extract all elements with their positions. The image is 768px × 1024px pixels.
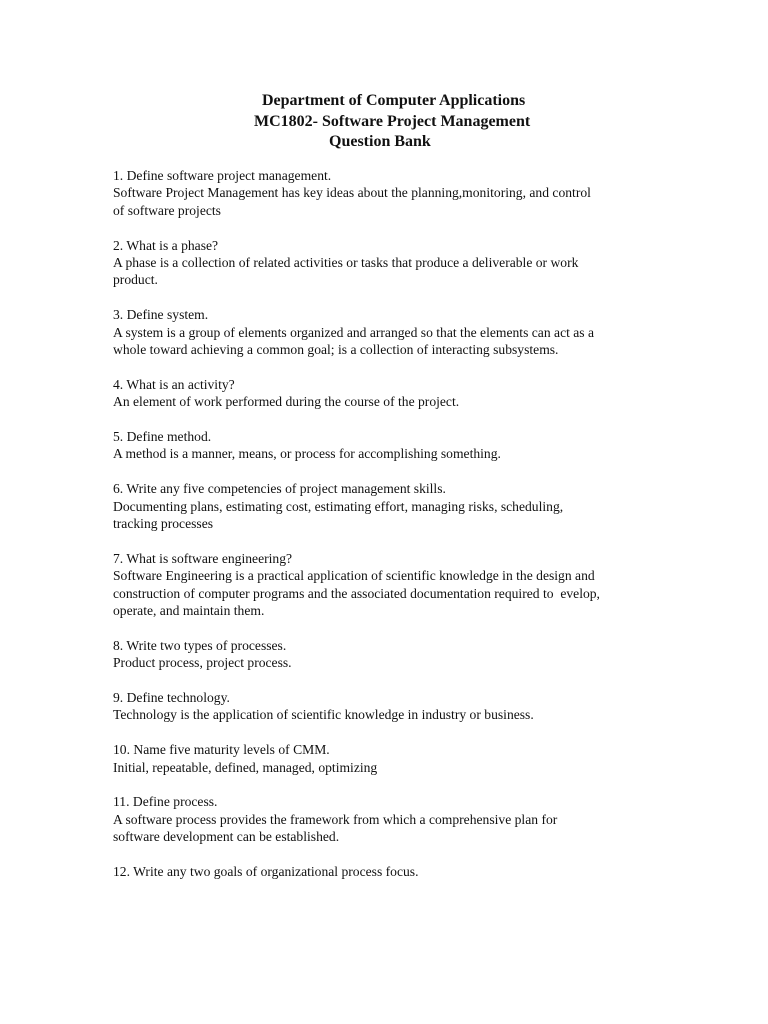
question-text: 11. Define process. bbox=[113, 794, 218, 810]
department-title: Department of Computer Applications bbox=[262, 92, 526, 109]
qa-item bbox=[113, 689, 673, 724]
question-text: 10. Name five maturity levels of CMM. bbox=[113, 742, 330, 758]
qa-item bbox=[113, 863, 673, 880]
qa-item bbox=[113, 376, 673, 411]
answer-text: Technology is the application of scientific knowledge in industry or business. bbox=[113, 707, 534, 723]
answer-text: Documenting plans, estimating cost, estimating effort, managing risks, scheduling, tracking processes bbox=[113, 498, 564, 532]
answer-text: Software Project Management has key ideas about the planning,monitoring, and control of software projects bbox=[113, 185, 591, 218]
answer-text: A software process provides the framework from which a comprehensive plan for software development can be established. bbox=[113, 811, 558, 845]
question-text: 3. Define system. bbox=[113, 307, 209, 323]
answer-text: Product process, project process. bbox=[113, 655, 292, 671]
qa-item bbox=[113, 428, 673, 463]
question-text: 12. Write any two goals of organizational process focus. bbox=[113, 864, 419, 880]
document-title: Question Bank bbox=[329, 133, 431, 150]
qa-item bbox=[113, 306, 673, 358]
question-text: 7. What is software engineering? bbox=[113, 550, 293, 566]
answer-text: A phase is a collection of related activities or tasks that produce a deliverable or work product. bbox=[113, 255, 579, 288]
answer-text: An element of work performed during the course of the project. bbox=[113, 394, 460, 410]
question-list bbox=[113, 167, 673, 898]
question-text: 9. Define technology. bbox=[113, 690, 230, 706]
qa-item bbox=[113, 167, 673, 219]
question-text: 8. Write two types of processes. bbox=[113, 637, 287, 653]
qa-item bbox=[113, 550, 673, 620]
answer-text: Initial, repeatable, defined, managed, optimizing bbox=[113, 759, 378, 775]
question-text: 4. What is an activity? bbox=[113, 376, 235, 392]
answer-text: A system is a group of elements organized and arranged so that the elements can act as a whole toward achieving a common goal; is a collection of interacting subsystems. bbox=[113, 324, 595, 358]
qa-item bbox=[113, 237, 673, 289]
qa-item bbox=[113, 480, 673, 532]
qa-item bbox=[113, 637, 673, 672]
qa-item bbox=[113, 793, 673, 845]
question-text: 6. Write any five competencies of project management skills. bbox=[113, 481, 446, 497]
question-text: 5. Define method. bbox=[113, 429, 212, 445]
answer-text: Software Engineering is a practical application of scientific knowledge in the design and construction of computer programs and the associated documentation required to evelop, operate, and maintain them. bbox=[113, 568, 600, 619]
qa-item bbox=[113, 741, 673, 776]
document-header bbox=[0, 91, 768, 153]
course-title: MC1802- Software Project Management bbox=[254, 112, 531, 130]
question-text: 1. Define software project management. bbox=[113, 168, 332, 183]
answer-text: A method is a manner, means, or process for accomplishing something. bbox=[113, 446, 501, 462]
question-text: 2. What is a phase? bbox=[113, 237, 219, 253]
